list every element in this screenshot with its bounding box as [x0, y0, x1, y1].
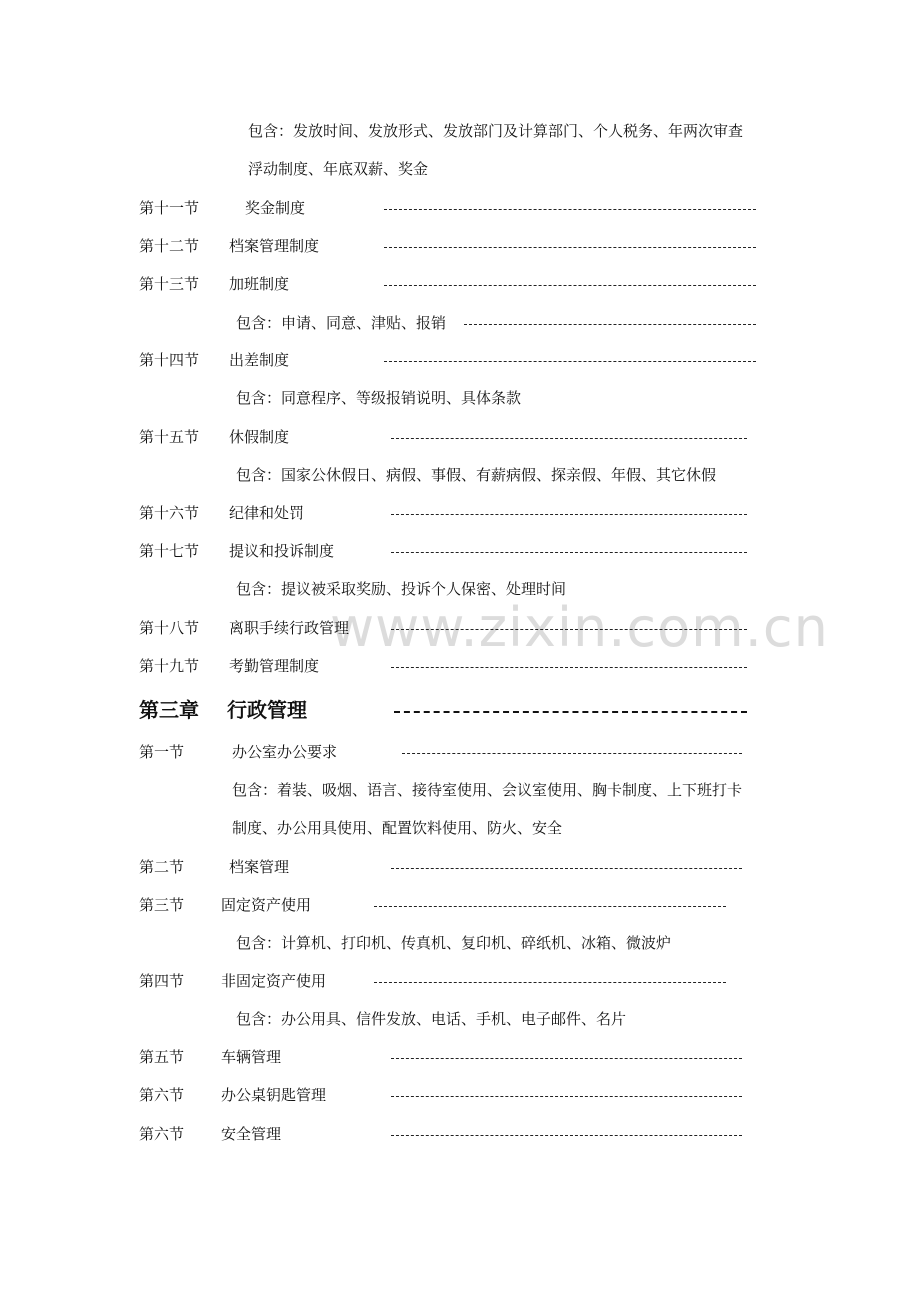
includes-line: 浮动制度、年底双薪、奖金: [248, 160, 429, 178]
section-number: 第十七节: [139, 542, 200, 560]
section-number: 第一节: [139, 743, 185, 761]
section-number: 第十六节: [139, 504, 200, 522]
includes-line: 包含：提议被采取奖励、投诉个人保密、处理时间: [236, 580, 567, 598]
section-title[interactable]: 非固定资产使用: [221, 972, 327, 990]
section-number: 第十九节: [139, 657, 200, 675]
leader-dots: [391, 1135, 742, 1136]
chapter-number: 第三章: [139, 698, 199, 722]
section-number: 第十五节: [139, 428, 200, 446]
section-number: 第五节: [139, 1048, 185, 1066]
includes-line: 包含：申请、同意、津贴、报销: [236, 314, 447, 332]
section-number: 第四节: [139, 972, 185, 990]
section-title[interactable]: 加班制度: [229, 275, 290, 293]
section-title[interactable]: 办公室办公要求: [232, 743, 338, 761]
leader-dots: [391, 629, 747, 630]
leader-dots: [384, 361, 756, 362]
leader-dots: [391, 552, 747, 553]
section-title[interactable]: 档案管理: [229, 858, 290, 876]
section-number: 第六节: [139, 1086, 185, 1104]
includes-line: 包含：国家公休假日、病假、事假、有薪病假、探亲假、年假、其它休假: [236, 466, 717, 484]
section-number: 第十三节: [139, 275, 200, 293]
leader-dots: [391, 438, 747, 439]
section-number: 第三节: [139, 896, 185, 914]
section-number: 第六节: [139, 1125, 185, 1143]
leader-dots: [391, 1058, 742, 1059]
includes-line: 包含：发放时间、发放形式、发放部门及计算部门、个人税务、年两次审查: [248, 122, 744, 140]
section-number: 第十一节: [139, 199, 200, 217]
leader-dots: [384, 247, 756, 248]
leader-dots: [464, 324, 756, 325]
includes-line: 包含：办公用具、信件发放、电话、手机、电子邮件、名片: [236, 1010, 627, 1028]
section-number: 第十二节: [139, 237, 200, 255]
leader-dots: [374, 906, 726, 907]
leader-dots: [394, 711, 747, 713]
section-title[interactable]: 休假制度: [229, 428, 290, 446]
leader-dots: [384, 209, 756, 210]
section-title[interactable]: 安全管理: [221, 1125, 282, 1143]
section-title[interactable]: 车辆管理: [221, 1048, 282, 1066]
section-title[interactable]: 固定资产使用: [221, 896, 312, 914]
includes-line: 包含：同意程序、等级报销说明、具体条款: [236, 389, 522, 407]
leader-dots: [391, 1096, 742, 1097]
section-number: 第二节: [139, 858, 185, 876]
section-title[interactable]: 考勤管理制度: [229, 657, 320, 675]
section-title[interactable]: 奖金制度: [245, 199, 306, 217]
section-title[interactable]: 档案管理制度: [229, 237, 320, 255]
includes-line: 包含：着装、吸烟、语言、接待室使用、会议室使用、胸卡制度、上下班打卡: [232, 781, 743, 799]
leader-dots: [384, 285, 756, 286]
leader-dots: [391, 667, 747, 668]
leader-dots: [402, 753, 742, 754]
section-title[interactable]: 提议和投诉制度: [229, 542, 335, 560]
section-title[interactable]: 出差制度: [229, 351, 290, 369]
section-number: 第十八节: [139, 619, 200, 637]
section-number: 第十四节: [139, 351, 200, 369]
includes-line: 包含：计算机、打印机、传真机、复印机、碎纸机、冰箱、微波炉: [236, 934, 672, 952]
includes-line: 制度、办公用具使用、配置饮料使用、防火、安全: [232, 819, 563, 837]
leader-dots: [391, 868, 742, 869]
section-title[interactable]: 办公桌钥匙管理: [221, 1086, 327, 1104]
watermark: www.zixin.com.cn: [330, 596, 829, 659]
leader-dots: [374, 982, 726, 983]
section-title[interactable]: 纪律和处罚: [229, 504, 305, 522]
section-title[interactable]: 离职手续行政管理: [229, 619, 350, 637]
leader-dots: [391, 514, 747, 515]
chapter-title[interactable]: 行政管理: [227, 698, 307, 722]
